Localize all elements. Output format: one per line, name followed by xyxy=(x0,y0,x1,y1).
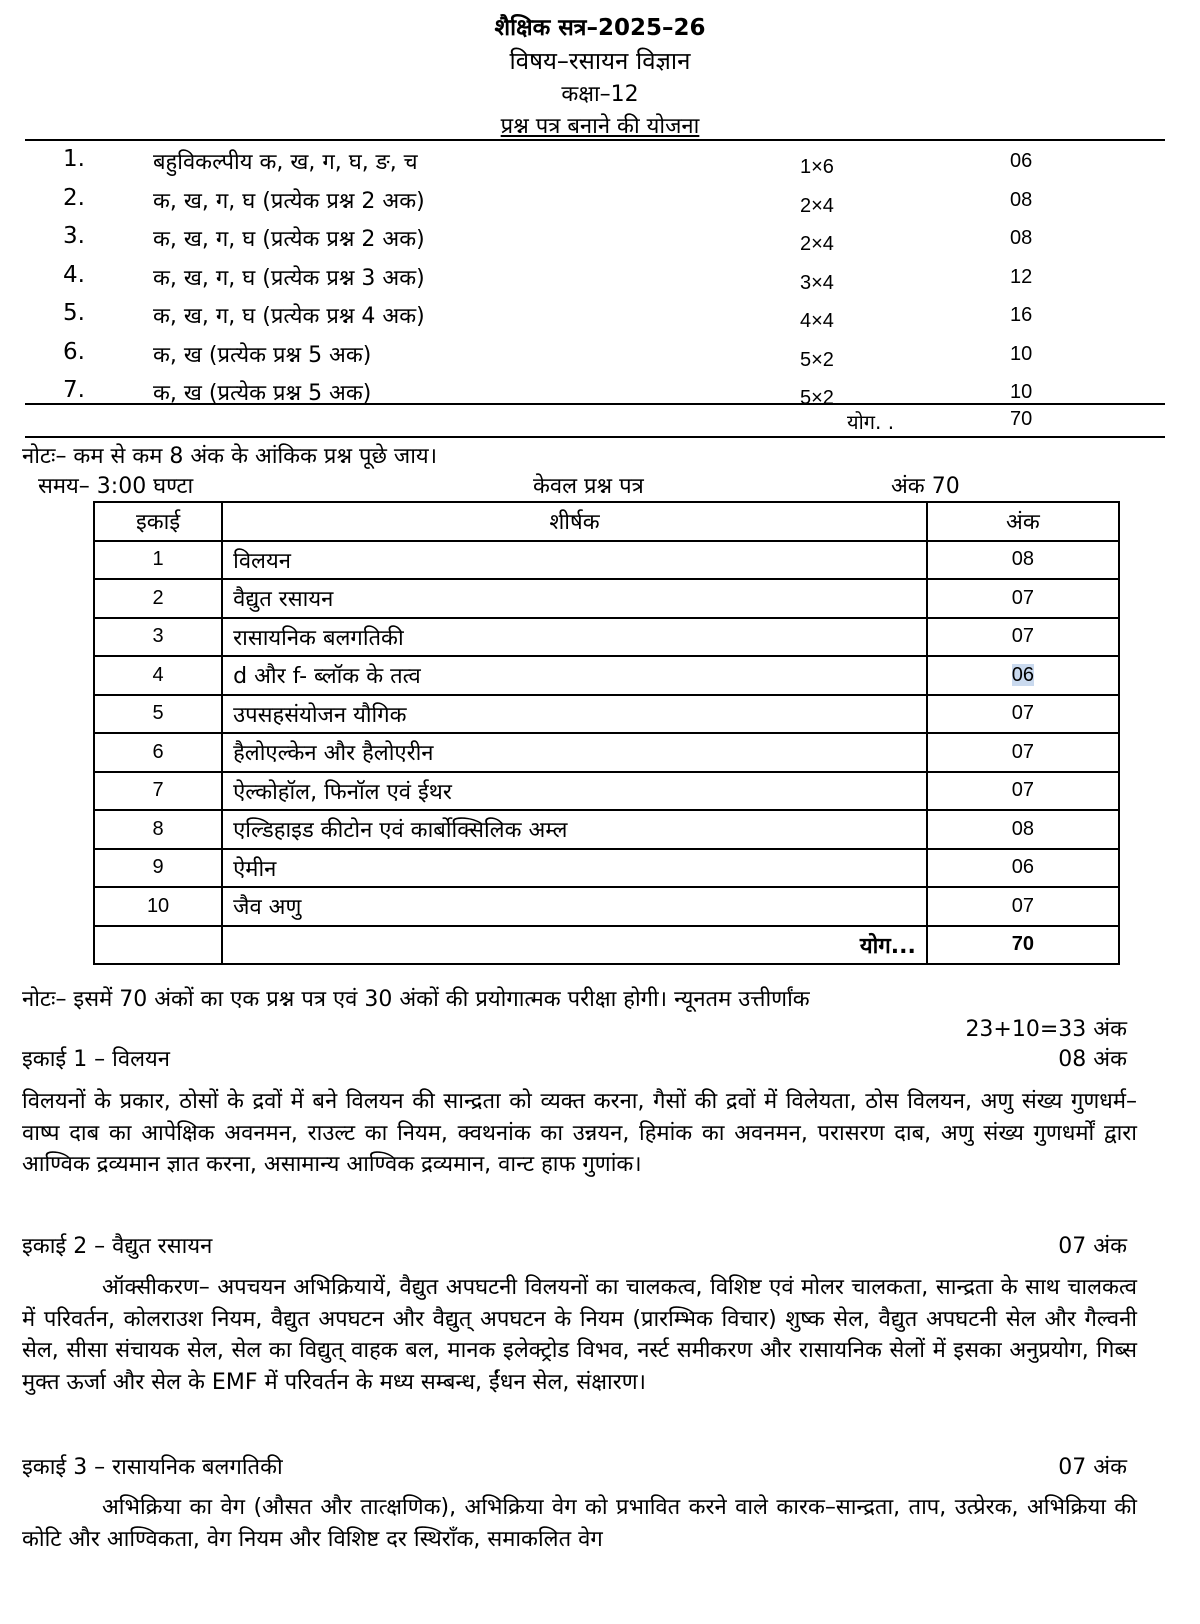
time-marks-line xyxy=(38,470,1158,500)
unit-number: 2 xyxy=(94,579,222,618)
subject-title: विषय–रसायन विज्ञान xyxy=(509,47,691,75)
unit-title: ऐमीन xyxy=(222,849,927,888)
table-row xyxy=(94,579,1119,618)
scheme-total-value: 70 xyxy=(1010,408,1033,430)
unit-marks: 07 xyxy=(927,618,1119,657)
unit-number: 9 xyxy=(94,849,222,888)
scheme-marks: 08 xyxy=(1010,188,1033,211)
table-row xyxy=(94,810,1119,849)
unit-title: एल्डिहाइड कीटोन एवं कार्बोक्सिलिक अम्ल xyxy=(222,810,927,849)
table-row xyxy=(94,772,1119,811)
unit-number: 6 xyxy=(94,733,222,772)
scheme-row xyxy=(25,185,1165,224)
section-marks: 07 अंक xyxy=(1058,1455,1127,1480)
unit-marks: 07 xyxy=(927,695,1119,734)
scheme-mult: 1×6 xyxy=(800,156,834,178)
scheme-total-label: योग. . xyxy=(847,410,895,434)
scheme-num: 5. xyxy=(63,300,85,326)
unit-number: 5 xyxy=(94,695,222,734)
unit-number: 7 xyxy=(94,772,222,811)
unit-title: जैव अणु xyxy=(222,887,927,926)
section-marks: 07 अंक xyxy=(1058,1234,1127,1259)
scheme-desc: क, ख, ग, घ (प्रत्येक प्रश्न 2 अक) xyxy=(153,188,425,214)
scheme-row xyxy=(25,223,1165,262)
unit-title: d और f- ब्लॉक के तत्व xyxy=(222,656,927,695)
scheme-num: 7. xyxy=(63,377,85,403)
total-marks: अंक 70 xyxy=(891,474,960,499)
scheme-marks: 10 xyxy=(1010,381,1033,403)
scheme-mult: 2×4 xyxy=(800,233,834,255)
unit-marks: 07 xyxy=(927,733,1119,772)
table-row xyxy=(94,733,1119,772)
table-row xyxy=(94,695,1119,734)
scheme-marks: 06 xyxy=(1010,150,1033,172)
scheme-desc: क, ख (प्रत्येक प्रश्न 5 अक) xyxy=(153,342,372,368)
unit-marks: 08 xyxy=(927,810,1119,849)
plan-title: प्रश्न पत्र बनाने की योजना xyxy=(500,114,700,139)
scheme-row xyxy=(25,146,1165,185)
class-title: कक्षा–12 xyxy=(561,82,639,107)
units-table xyxy=(93,501,1120,965)
section-marks: 08 अंक xyxy=(1058,1047,1127,1072)
section-text: ऑक्सीकरण– अपचयन अभिक्रियायें, वैद्युत अपघटनी विलयनों का चालकत्व, विशिष्ट एवं मोलर चालकता, सान्द्रता के साथ चालकत्व में परिवर्तन, कोलराउश नियम, वैद्युत अपघटन और वैद्युत् अपघटन के नियम (प्रारम्भिक विचार) शुष्क सेल, वैद्युत अपघटनी सेल और गैल्वनी सेल, सीसा संचायक सेल, सेल का विद्युत् वाहक बल, मानक इलेक्ट्रोड विभव, नर्स्ट समीकरण और रासायनिक सेलों में इसका अनुप्रयोग, गिब्स मुक्त ऊर्जा और सेल के EMF में परिवर्तन के मध्य सम्बन्ध, ईंधन सेल, संक्षारण। xyxy=(22,1275,1137,1395)
unit-marks: 07 xyxy=(927,887,1119,926)
scheme-row xyxy=(25,300,1165,339)
scheme-mult: 2×4 xyxy=(800,194,834,217)
scheme-desc: बहुविकल्पीय क, ख, ग, घ, ङ, च xyxy=(153,150,418,175)
section-heading xyxy=(22,1230,1127,1260)
scheme-num: 6. xyxy=(63,338,85,365)
section-text: अभिक्रिया का वेग (औसत और तात्क्षणिक), अभिक्रिया वेग को प्रभावित करने वाले कारक–सान्द्रता, ताप, उत्प्रेरक, अभिक्रिया की कोटि और आण्विकता, वेग नियम और विशिष्ट दर स्थिराँक, समाकलित वेग xyxy=(22,1495,1137,1552)
table-total-row xyxy=(94,926,1119,965)
table-row xyxy=(94,541,1119,580)
scheme-num: 4. xyxy=(63,261,85,288)
unit-number: 10 xyxy=(94,887,222,926)
section-heading xyxy=(22,1451,1127,1481)
scheme-marks: 16 xyxy=(1010,304,1033,326)
unit-marks: 07 xyxy=(927,579,1119,618)
section-title: इकाई 3 – रासायनिक बलगतिकी xyxy=(22,1455,283,1480)
scheme-row xyxy=(25,262,1165,301)
scheme-desc: क, ख, ग, घ (प्रत्येक प्रश्न 3 अक) xyxy=(153,265,425,291)
selected-marks-text: 06 xyxy=(1011,663,1035,686)
scheme-row xyxy=(25,339,1165,378)
time-duration: समय– 3:00 घण्टा xyxy=(38,474,194,499)
scheme-total-row xyxy=(25,408,1165,438)
header-marks: अंक xyxy=(927,502,1119,541)
empty-cell xyxy=(94,926,222,965)
scheme-num: 1. xyxy=(63,146,85,172)
unit-title: उपसहसंयोजन यौगिक xyxy=(222,695,927,734)
header-title: शीर्षक xyxy=(222,502,927,541)
session-title: शैक्षिक सत्र–2025–26 xyxy=(494,15,706,41)
paper-type: केवल प्रश्न पत्र xyxy=(533,474,644,499)
divider-total-bottom xyxy=(25,436,1165,438)
section-title: इकाई 1 – विलयन xyxy=(22,1047,170,1072)
note-exam-scheme: नोटः– इसमें 70 अंकों का एक प्रश्न पत्र एवं 30 अंकों की प्रयोगात्मक परीक्षा होगी। न्यूनतम उत्तीर्णांक xyxy=(22,987,810,1012)
section-text: विलयनों के प्रकार, ठोसों के द्रवों में बने विलयन की सान्द्रता को व्यक्त करना, गैसों की द्रवों में विलेयता, ठोस विलयन, अणु संख्य गुणधर्म–वाष्प दाब का आपेक्षिक अवनमन, राउल्ट का नियम, क्वथनांक का उन्नयन, हिमांक का अवनमन, परासरण दाब, अणु संख्य गुणधर्मों द्वारा आण्विक द्रव्यमान ज्ञात करना, असामान्य आण्विक द्रव्यमान, वान्ट हाफ गुणांक। xyxy=(22,1089,1137,1177)
unit-title: विलयन xyxy=(222,541,927,580)
scheme-mult: 3×4 xyxy=(800,271,834,294)
unit-title: हैलोएल्केन और हैलोएरीन xyxy=(222,733,927,772)
section-title: इकाई 2 – वैद्युत रसायन xyxy=(22,1234,213,1259)
scheme-marks: 12 xyxy=(1010,265,1033,288)
scheme-num: 3. xyxy=(63,223,85,249)
scheme-marks: 10 xyxy=(1010,342,1033,365)
scheme-list xyxy=(25,146,1165,416)
unit-number: 4 xyxy=(94,656,222,695)
unit-marks: 06 xyxy=(927,849,1119,888)
scheme-mult: 4×4 xyxy=(800,310,834,332)
unit-number: 1 xyxy=(94,541,222,580)
scheme-desc: क, ख, ग, घ (प्रत्येक प्रश्न 2 अक) xyxy=(153,227,425,252)
table-row xyxy=(94,618,1119,657)
note-pass-marks: 23+10=33 अंक xyxy=(965,1017,1127,1042)
unit-marks xyxy=(927,656,1119,695)
table-row xyxy=(94,849,1119,888)
header-unit: इकाई xyxy=(94,502,222,541)
unit-number: 8 xyxy=(94,810,222,849)
unit-title: रासायनिक बलगतिकी xyxy=(222,618,927,657)
note-numeric-questions: नोटः– कम से कम 8 अंक के आंकिक प्रश्न पूछे जाय। xyxy=(22,444,438,469)
scheme-mult: 5×2 xyxy=(800,387,834,409)
scheme-num: 2. xyxy=(63,184,85,211)
scheme-mult: 5×2 xyxy=(800,348,834,371)
table-total-label: योग... xyxy=(222,926,927,965)
table-header-row xyxy=(94,502,1119,541)
table-row xyxy=(94,887,1119,926)
unit-title: ऐल्कोहॉल, फिनॉल एवं ईथर xyxy=(222,772,927,811)
divider-total-top xyxy=(25,403,1165,405)
divider-top xyxy=(25,139,1165,141)
scheme-desc: क, ख (प्रत्येक प्रश्न 5 अक) xyxy=(153,381,372,406)
table-row xyxy=(94,656,1119,695)
unit-number: 3 xyxy=(94,618,222,657)
table-total-value: 70 xyxy=(927,926,1119,965)
unit-marks: 08 xyxy=(927,541,1119,580)
scheme-desc: क, ख, ग, घ (प्रत्येक प्रश्न 4 अक) xyxy=(153,304,425,329)
scheme-marks: 08 xyxy=(1010,227,1033,249)
section-heading xyxy=(22,1043,1127,1073)
unit-title: वैद्युत रसायन xyxy=(222,579,927,618)
unit-marks: 07 xyxy=(927,772,1119,811)
